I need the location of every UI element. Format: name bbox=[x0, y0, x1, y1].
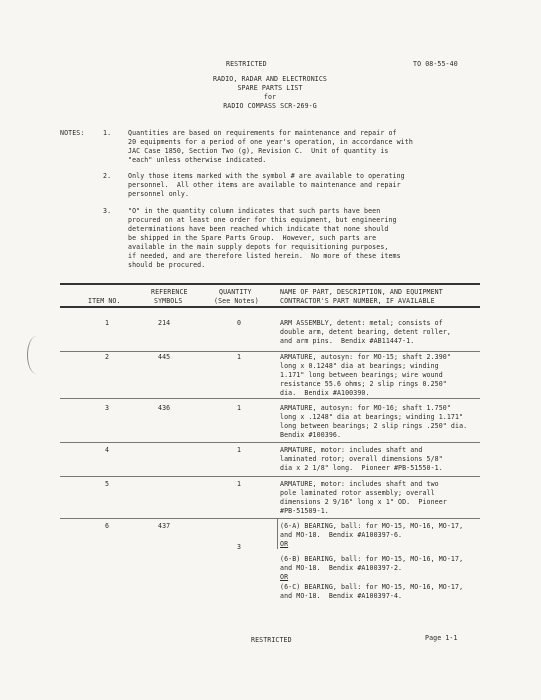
note-line: Quantities are based on requirements for maintenance and repair of bbox=[128, 129, 397, 137]
margin-mark bbox=[27, 336, 46, 374]
header-reference: REFERENCE bbox=[151, 288, 188, 296]
note-line: personnel. All other items are available to maintenance and repair bbox=[128, 181, 401, 189]
cell-description: dia. Bendix #A100390. bbox=[280, 389, 370, 397]
note-line: "O" in the quantity column indicates that such parts have been bbox=[128, 207, 381, 215]
cell-description: (6-A) BEARING, ball: for MO-15, MO-16, MO-17, bbox=[280, 522, 464, 530]
page-number: Page 1-1 bbox=[425, 634, 458, 642]
cell-description: double arm, detent bearing, detent roller, bbox=[280, 328, 451, 336]
row-divider bbox=[60, 351, 480, 352]
header-item-no: ITEM NO. bbox=[88, 297, 121, 305]
document-number: TO 08-55-40 bbox=[413, 60, 458, 68]
cell-description: long between bearings; 2 slip rings .250" dia. bbox=[280, 422, 468, 430]
note-number: 2. bbox=[103, 172, 112, 180]
cell-item-no: 5 bbox=[105, 480, 110, 488]
cell-description: (6-C) BEARING, ball: for MO-15, MO-16, MO-17, bbox=[280, 583, 464, 591]
cell-description: and arm pins. Bendix #AB11447-1. bbox=[280, 337, 415, 345]
cell-quantity: 3 bbox=[237, 543, 242, 551]
classification-top: RESTRICTED bbox=[226, 60, 267, 68]
note-line: 20 equipments for a period of one year's operation, in accordance with bbox=[128, 138, 413, 146]
row-divider bbox=[60, 442, 480, 443]
cell-reference: 214 bbox=[158, 319, 171, 327]
option-bracket bbox=[277, 519, 278, 549]
note-line: determinations have been reached which indicate that none should bbox=[128, 225, 389, 233]
cell-description: ARMATURE, autosyn: for MO-16; shaft 1.750" bbox=[280, 404, 451, 412]
note-line: JAC Case 1850, Section Two (g), Revision C. Unit of quantity is bbox=[128, 147, 389, 155]
cell-quantity: 1 bbox=[237, 446, 242, 454]
row-divider bbox=[60, 476, 480, 477]
note-line: Only those items marked with the symbol # are available to operating bbox=[128, 172, 405, 180]
header-symbols: SYMBOLS bbox=[154, 297, 183, 305]
cell-description: and MO-18. Bendix #A100397-6. bbox=[280, 531, 403, 539]
note-line: personnel only. bbox=[128, 190, 190, 198]
note-line: procured on at least one order for this equipment, but engineering bbox=[128, 216, 397, 224]
title-line-1: RADIO, RADAR AND ELECTRONICS bbox=[213, 75, 327, 83]
cell-quantity: 1 bbox=[237, 353, 242, 361]
note-line: "each" unless otherwise indicated. bbox=[128, 156, 267, 164]
cell-description: and MO-18. Bendix #A100397-2. bbox=[280, 564, 403, 572]
cell-description: dia x 2 1/8" long. Pioneer #PB-51550-1. bbox=[280, 464, 443, 472]
cell-description: pole laminated rotor assembly; overall bbox=[280, 489, 435, 497]
cell-quantity: 0 bbox=[237, 319, 242, 327]
table-top-rule bbox=[60, 283, 480, 285]
cell-item-no: 2 bbox=[105, 353, 110, 361]
note-line: should be procured. bbox=[128, 261, 206, 269]
cell-reference: 437 bbox=[158, 522, 171, 530]
cell-description: ARM ASSEMBLY, detent: metal; consists of bbox=[280, 319, 443, 327]
cell-quantity: 1 bbox=[237, 480, 242, 488]
note-line: be shipped in the Spare Parts Group. However, such parts are bbox=[128, 234, 377, 242]
title-line-2: SPARE PARTS LIST bbox=[237, 84, 303, 92]
classification-bottom: RESTRICTED bbox=[251, 636, 292, 644]
cell-description: resistance 55.6 ohms; 2 slip rings 0.250" bbox=[280, 380, 447, 388]
cell-reference: 436 bbox=[158, 404, 171, 412]
cell-description: ARMATURE, motor: includes shaft and two bbox=[280, 480, 439, 488]
header-contractor: CONTRACTOR'S PART NUMBER, IF AVAILABLE bbox=[280, 297, 435, 305]
cell-description: Bendix #100396. bbox=[280, 431, 342, 439]
title-line-4: RADIO COMPASS SCR-269-G bbox=[223, 102, 317, 110]
cell-description: long x .1248" dia at bearings; winding 1.171" bbox=[280, 413, 464, 421]
cell-description: laminated rotor; overall dimensions 5/8" bbox=[280, 455, 443, 463]
row-divider bbox=[60, 518, 480, 519]
cell-item-no: 3 bbox=[105, 404, 110, 412]
or-label: OR bbox=[280, 540, 289, 548]
header-quantity: QUANTITY bbox=[219, 288, 252, 296]
cell-description: #PB-51509-1. bbox=[280, 507, 329, 515]
cell-description: long x 0.1248" dia at bearings; winding bbox=[280, 362, 439, 370]
note-line: available in the main supply depots for requisitioning purposes, bbox=[128, 243, 389, 251]
header-see-notes: (See Notes) bbox=[214, 297, 259, 305]
title-line-3: for bbox=[263, 93, 277, 101]
cell-item-no: 4 bbox=[105, 446, 110, 454]
table-header-rule bbox=[60, 306, 480, 308]
cell-description: ARMATURE, motor: includes shaft and bbox=[280, 446, 423, 454]
cell-reference: 445 bbox=[158, 353, 171, 361]
note-line: if needed, and are therefore listed herein. No more of these items bbox=[128, 252, 401, 260]
cell-item-no: 1 bbox=[105, 319, 110, 327]
cell-description: ARMATURE, autosyn: for MO-15; shaft 2.390" bbox=[280, 353, 451, 361]
notes-label: NOTES: bbox=[60, 129, 85, 137]
or-label: OR bbox=[280, 573, 289, 581]
cell-quantity: 1 bbox=[237, 404, 242, 412]
cell-description: 1.171" long between bearings; wire wound bbox=[280, 371, 443, 379]
cell-item-no: 6 bbox=[105, 522, 110, 530]
row-divider bbox=[60, 398, 480, 399]
cell-description: (6-B) BEARING, ball: for MO-15, MO-16, MO-17, bbox=[280, 555, 464, 563]
cell-description: and MO-18. Bendix #A100397-4. bbox=[280, 592, 403, 600]
header-name: NAME OF PART, DESCRIPTION, AND EQUIPMENT bbox=[280, 288, 443, 296]
note-number: 1. bbox=[103, 129, 112, 137]
cell-description: dimensions 2 9/16" long x 1" OD. Pioneer bbox=[280, 498, 447, 506]
note-number: 3. bbox=[103, 207, 112, 215]
